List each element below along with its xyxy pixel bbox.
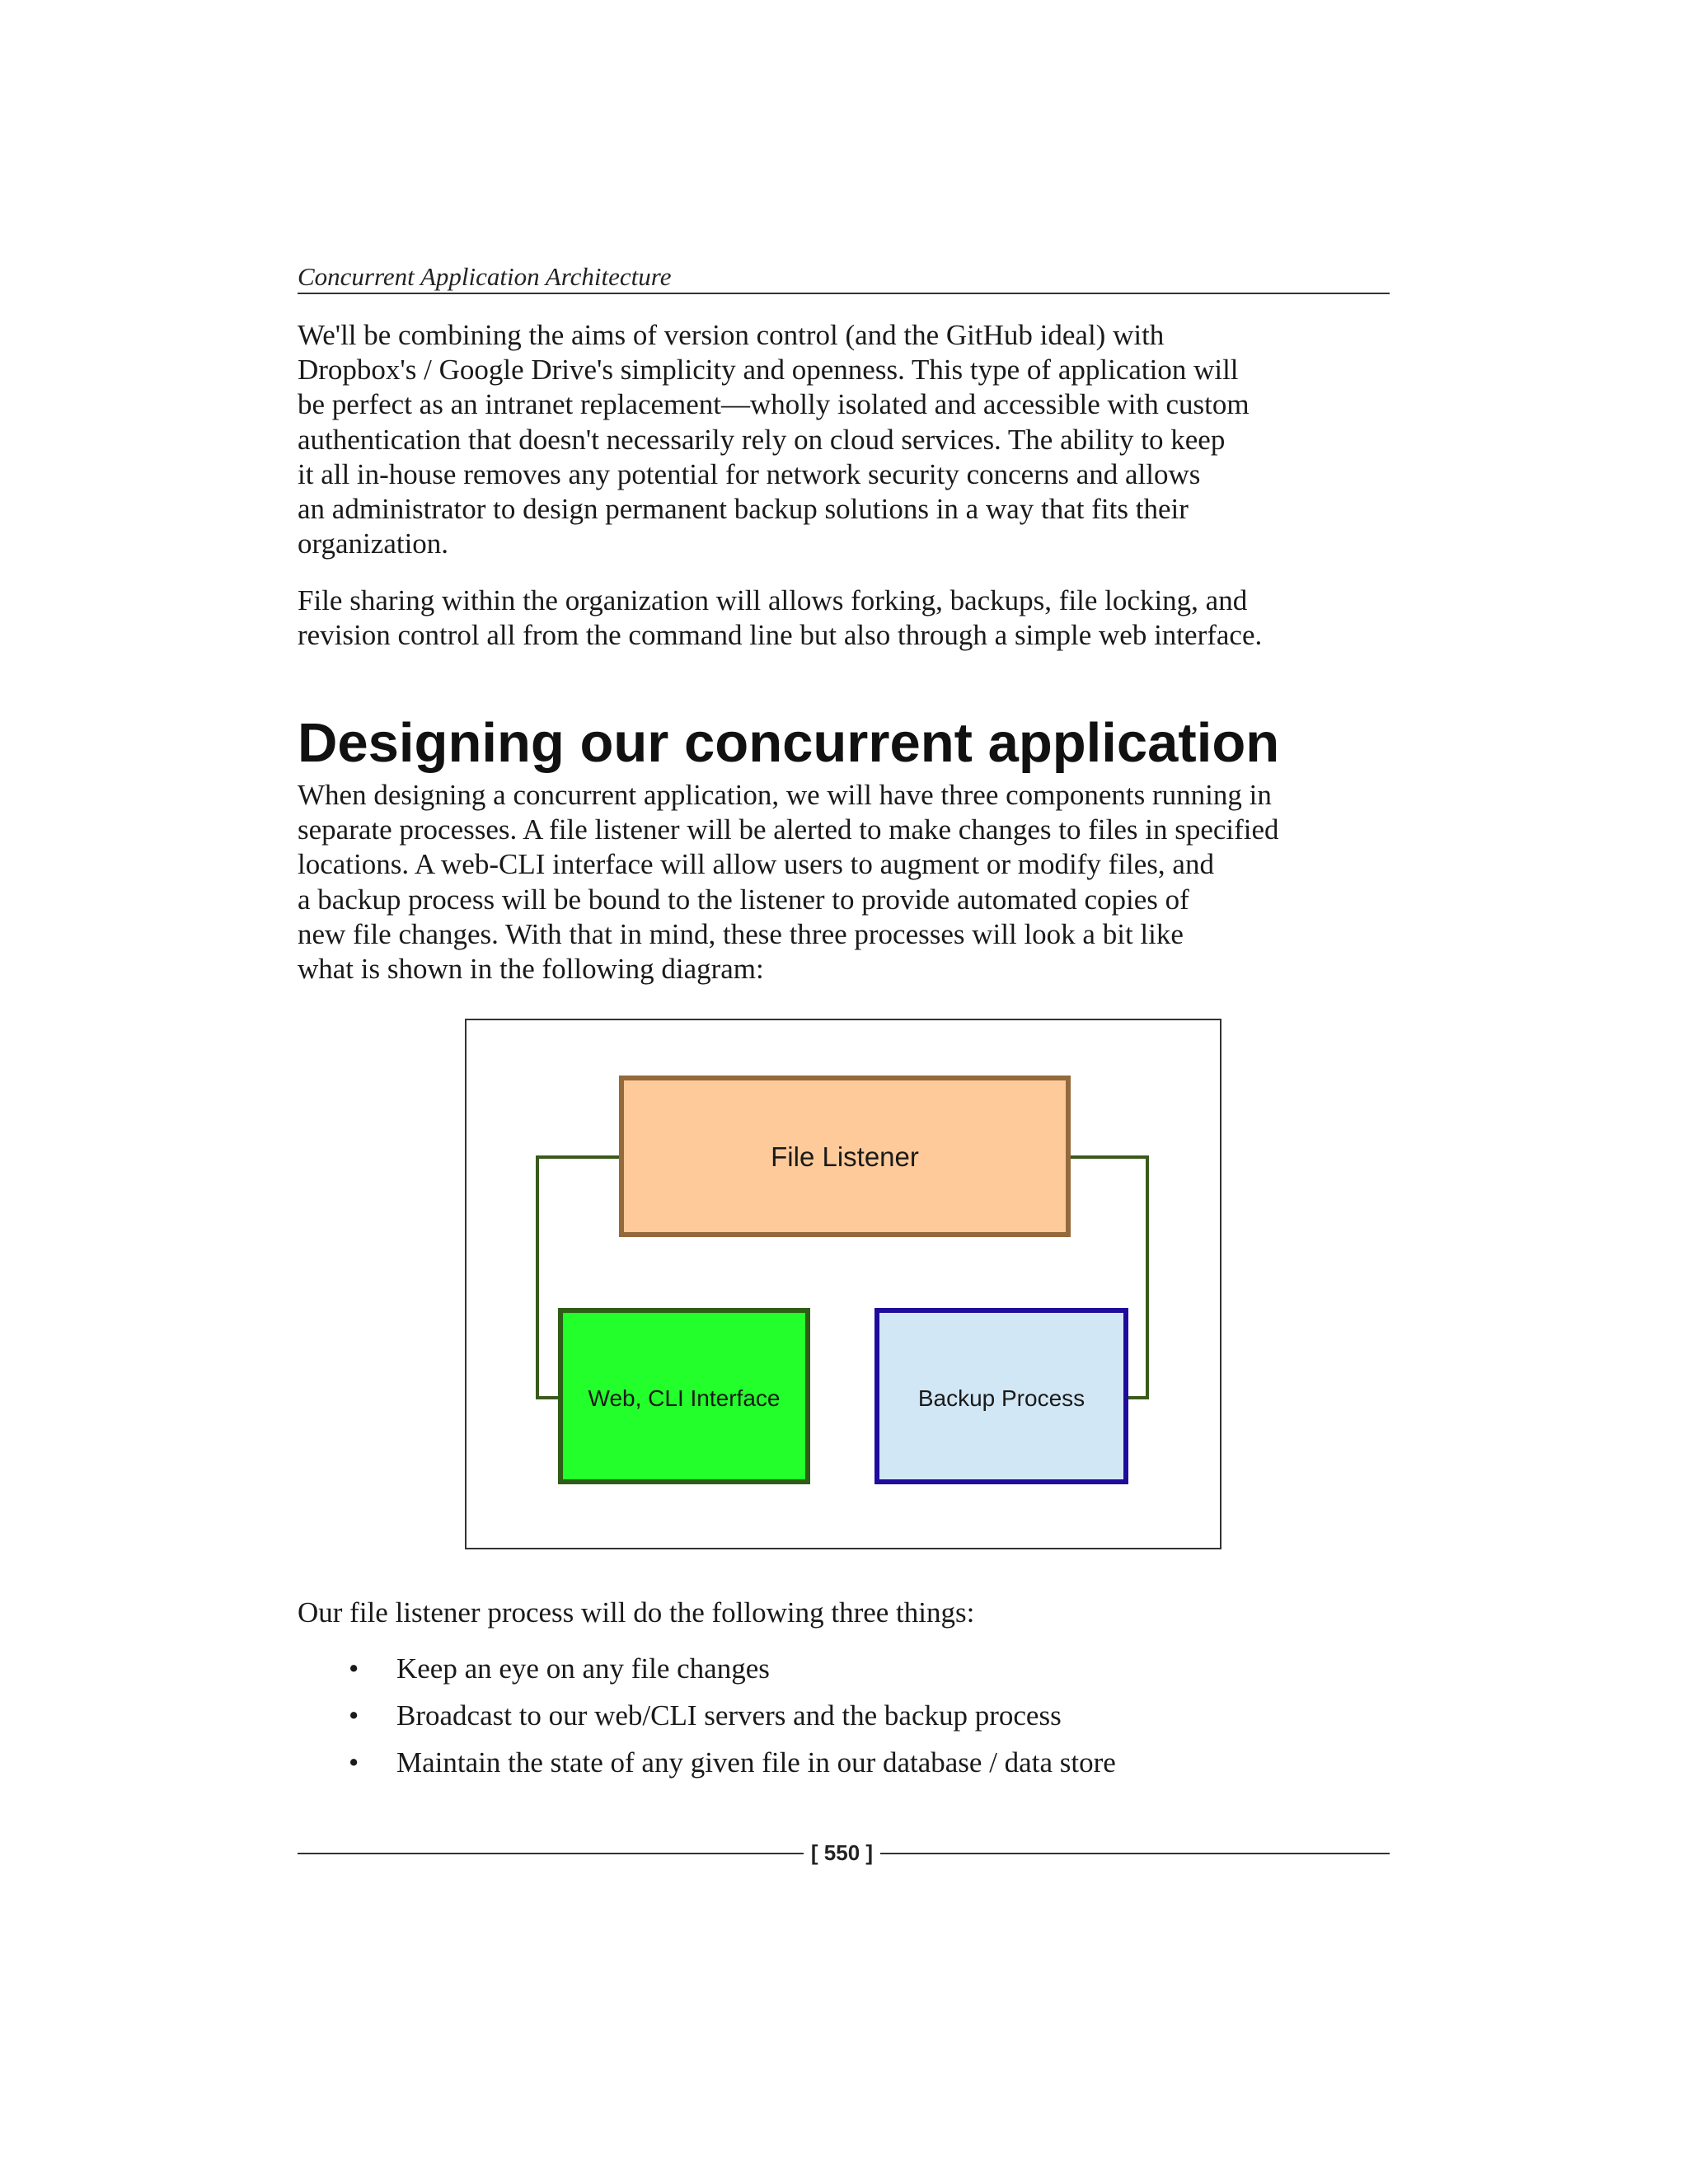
bullet-icon: • — [349, 1746, 359, 1779]
node-file-listener — [621, 1078, 1068, 1235]
list-item-text: Broadcast to our web/CLI servers and the backup process — [396, 1699, 1062, 1732]
responsibility-list — [298, 1652, 1394, 1793]
page-footer — [298, 1836, 1390, 1869]
list-item — [298, 1746, 1394, 1793]
section-body-paragraph: When designing a concurrent application, we will have three components running in separate processes. A file listener will be alerted to make changes to files in specified locations. A web-CLI interface will allow users to augment or modify files, and a backup process will be bound to the listener to provide automated copies of new file changes. With that in mind, these three processes will look a bit like what is shown in the following diagram: — [298, 779, 1279, 986]
list-intro-paragraph: Our file listener process will do the following three things: — [298, 1596, 975, 1629]
list-item — [298, 1699, 1394, 1746]
diagram-canvas — [467, 1020, 1220, 1548]
node-backup-label: Backup Process — [917, 1385, 1085, 1411]
bullet-icon: • — [349, 1652, 359, 1685]
page-number: [ 550 ] — [810, 1840, 874, 1865]
node-web-cli-interface — [560, 1310, 808, 1482]
list-item-text: Maintain the state of any given file in our database / data store — [396, 1746, 1116, 1779]
section-heading: Designing our concurrent application — [298, 712, 1280, 774]
list-item-text: Keep an eye on any file changes — [396, 1652, 770, 1685]
footer-rule-right — [880, 1853, 1390, 1854]
header-rule — [298, 293, 1390, 294]
list-item — [298, 1652, 1394, 1699]
node-web-cli-label: Web, CLI Interface — [588, 1385, 781, 1411]
intro-paragraph-1: We'll be combining the aims of version control (and the GitHub ideal) with Dropbox's / Google Drive's simplicity and openness. This type of application will be perfect as an intranet replacement—wholly isolated and accessible with custom authentication that doesn't necessarily rely on cloud services. The ability to keep it all in-house removes any potential for network security concerns and allows an administrator to design permanent backup solutions in a way that fits their organization. — [298, 319, 1250, 560]
node-file-listener-label: File Listener — [771, 1141, 919, 1172]
bullet-icon: • — [349, 1699, 359, 1732]
node-backup-process — [877, 1310, 1126, 1482]
footer-rule-left — [298, 1853, 804, 1854]
running-header: Concurrent Application Architecture — [298, 262, 672, 291]
intro-paragraph-2: File sharing within the organization will allows forking, backups, file locking, and revision control all from the command line but also through a simple web interface. — [298, 584, 1263, 652]
architecture-diagram — [465, 1019, 1221, 1549]
